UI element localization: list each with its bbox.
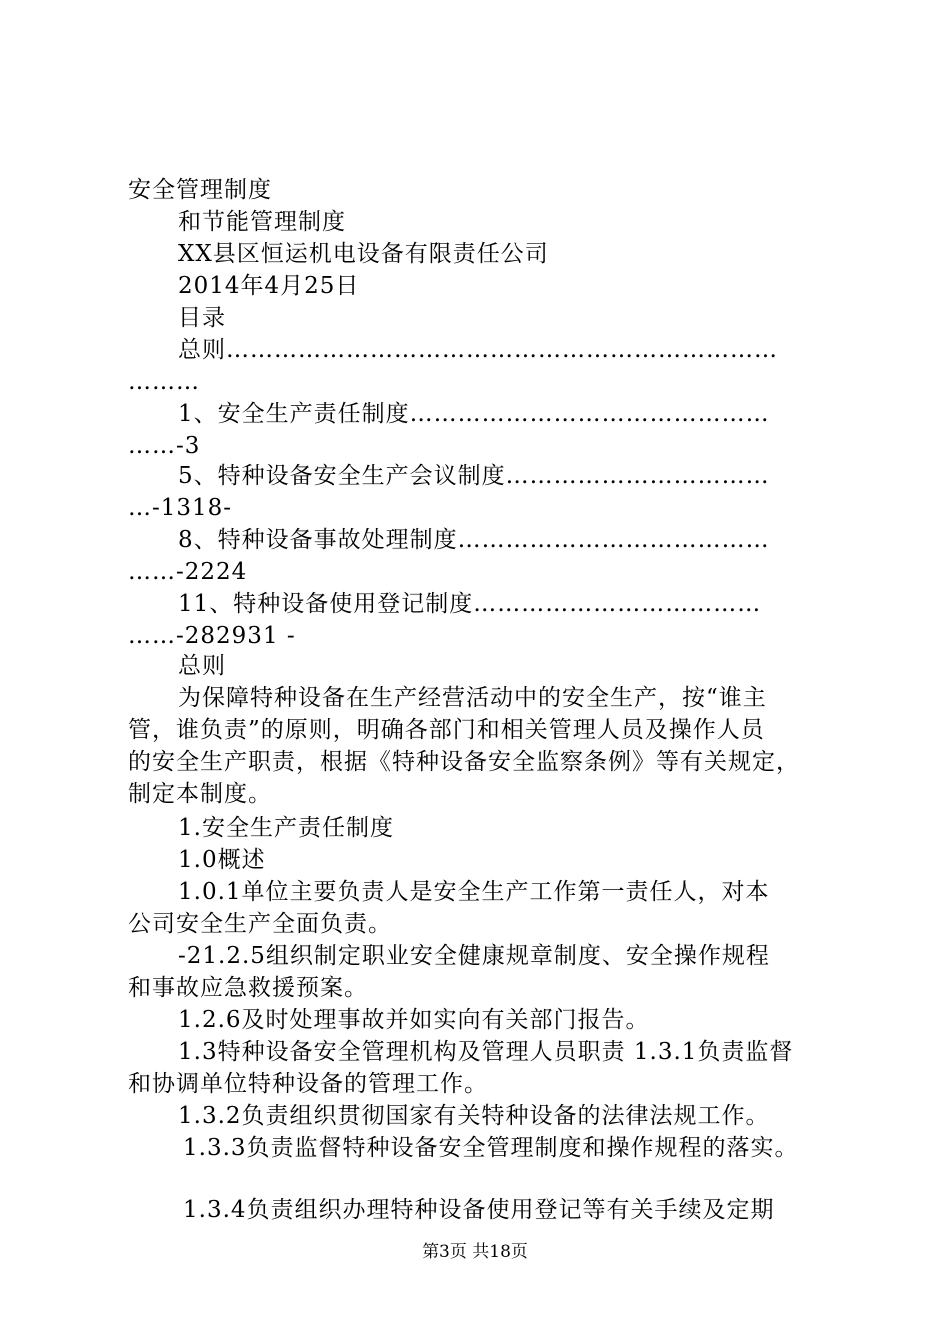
toc-entry-line: 11、特种设备使用登记制度……………………………… bbox=[178, 591, 762, 617]
section-heading: 1.安全生产责任制度 bbox=[178, 815, 394, 841]
paragraph-line: 1.2.6及时处理事故并如实向有关部门报告。 bbox=[178, 1007, 650, 1033]
paragraph-line: 管，谁负责”的原则，明确各部门和相关管理人员及操作人员 bbox=[128, 717, 765, 743]
paragraph-line: -21.2.5组织制定职业安全健康规章制度、安全操作规程 bbox=[178, 943, 770, 969]
toc-entry-line: 1、安全生产责任制度……………………………………… bbox=[178, 401, 770, 427]
paragraph-line: 和事故应急救援预案。 bbox=[128, 975, 368, 1001]
paragraph-line: 的安全生产职责，根据《特种设备安全监察条例》等有关规定， bbox=[128, 749, 800, 775]
page-footer: 第3页 共18页 bbox=[422, 1242, 528, 1262]
toc-entry-continuation: ……-3 bbox=[128, 433, 201, 459]
general-heading: 总则 bbox=[178, 653, 226, 679]
toc-entry-continuation: ……-2224 bbox=[128, 559, 248, 585]
paragraph-line: 为保障特种设备在生产经营活动中的安全生产，按“谁主 bbox=[178, 685, 767, 711]
doc-subtitle: 和节能管理制度 bbox=[178, 209, 346, 235]
paragraph-line: 公司安全生产全面负责。 bbox=[128, 911, 392, 937]
toc-entry-line: 5、特种设备安全生产会议制度…………………………… bbox=[178, 463, 770, 489]
toc-entry-continuation: …-1318- bbox=[128, 495, 233, 521]
toc-entry-continuation: ……… bbox=[128, 369, 200, 395]
paragraph-line: 1.0.1单位主要负责人是安全生产工作第一责任人，对本 bbox=[178, 879, 770, 905]
paragraph-line: 1.3.2负责组织贯彻国家有关特种设备的法律法规工作。 bbox=[178, 1103, 770, 1129]
doc-date: 2014年4月25日 bbox=[178, 273, 360, 299]
paragraph-line: 1.3.4负责组织办理特种设备使用登记等有关手续及定期 bbox=[183, 1197, 775, 1223]
paragraph-line: 1.3.3负责监督特种设备安全管理制度和操作规程的落实。 bbox=[183, 1135, 799, 1161]
paragraph-line: 和协调单位特种设备的管理工作。 bbox=[128, 1071, 488, 1097]
paragraph-line: 1.3特种设备安全管理机构及管理人员职责 1.3.1负责监督 bbox=[178, 1039, 794, 1065]
toc-heading: 目录 bbox=[178, 305, 226, 331]
doc-title: 安全管理制度 bbox=[128, 177, 272, 203]
toc-entry-line: 8、特种设备事故处理制度………………………………… bbox=[178, 527, 770, 553]
toc-entry-line: 总则…………………………………………………………… bbox=[178, 337, 778, 363]
toc-entry-continuation: ……-282931 - bbox=[128, 623, 296, 649]
paragraph-line: 制定本制度。 bbox=[128, 781, 272, 807]
subsection-heading: 1.0概述 bbox=[178, 847, 266, 873]
company-name: XX县区恒运机电设备有限责任公司 bbox=[178, 241, 549, 267]
